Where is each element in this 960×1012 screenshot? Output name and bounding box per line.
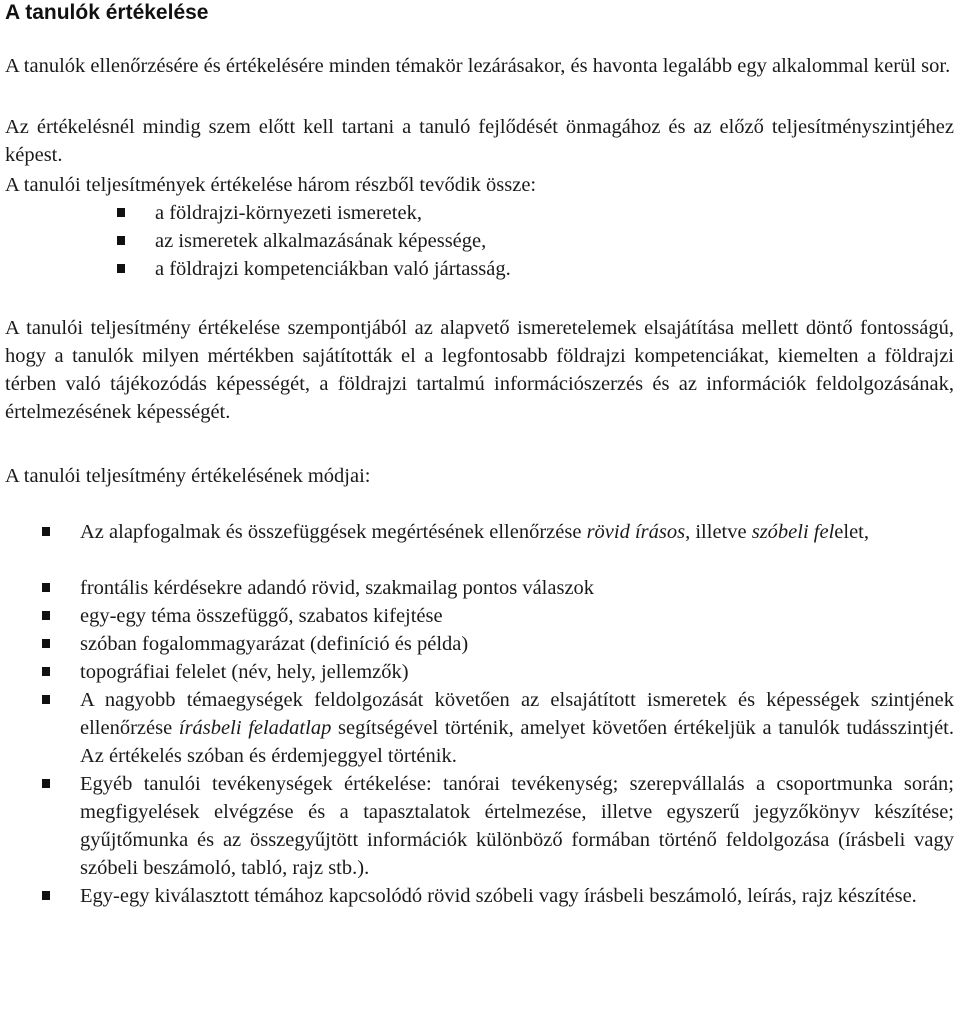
- square-bullet-icon: [42, 527, 50, 536]
- paragraph-competencies: A tanulói teljesítmény értékelése szempontjából az alapvető ismeretelemek elsajátítása mellett döntő fontosságú, hogy a tanulók milyen mértékben sajátították el a legfontosabb földrajzi kompetenciákat, kiemelten a földrajzi térben való tájékozódás képességét, a földrajzi tartalmú információszerzés és az információk feldolgozásának, értelmezésének képességét.: [5, 317, 954, 423]
- page-title: A tanulók értékelése: [5, 1, 209, 24]
- list-item: szóban fogalommagyarázat (definíció és példa): [5, 630, 954, 658]
- square-bullet-icon: [117, 236, 125, 245]
- paragraph-frequency: A tanulók ellenőrzésére és értékelésére minden témakör lezárásakor, és havonta legalább egy alkalommal kerül sor.: [5, 55, 951, 77]
- list-item: egy-egy téma összefüggő, szabatos kifejtése: [5, 602, 954, 630]
- list-item: a földrajzi kompetenciákban való jártasság.: [5, 255, 511, 283]
- square-bullet-icon: [42, 667, 50, 676]
- paragraph-methods-intro: A tanulói teljesítmény értékelésének módjai:: [5, 465, 371, 487]
- square-bullet-icon: [42, 611, 50, 620]
- list-item: frontális kérdésekre adandó rövid, szakmailag pontos válaszok: [5, 574, 954, 602]
- methods-list: [5, 518, 954, 910]
- list-item: topográfiai felelet (név, hely, jellemzők): [5, 658, 954, 686]
- square-bullet-icon: [42, 891, 50, 900]
- square-bullet-icon: [42, 695, 50, 704]
- paragraph-development: Az értékelésnél mindig szem előtt kell tartani a tanuló fejlődését önmagához és az előző teljesítményszintjéhez képest.: [5, 116, 954, 166]
- list-item: Egyéb tanulói tevékenységek értékelése: tanórai tevékenység; szerepvállalás a csoportmunka során; megfigyelések elvégzése és a tapasztalatok értelmezése, illetve egyszerű jegyzőkönyv készítése; gyűjtőmunka és az összegyűjtött információk különböző formában történő feldolgozása (írásbeli vagy szóbeli beszámoló, tabló, rajz stb.).: [5, 770, 954, 882]
- list-item: az ismeretek alkalmazásának képessége,: [5, 227, 511, 255]
- square-bullet-icon: [42, 583, 50, 592]
- paragraph-components-intro: A tanulói teljesítmények értékelése három részből tevődik össze:: [5, 174, 537, 196]
- square-bullet-icon: [117, 264, 125, 273]
- square-bullet-icon: [117, 208, 125, 217]
- components-list: [5, 199, 511, 283]
- square-bullet-icon: [42, 779, 50, 788]
- square-bullet-icon: [42, 639, 50, 648]
- list-item: A nagyobb témaegységek feldolgozását követően az elsajátított ismeretek és képességek szintjének ellenőrzése írásbeli feladatlap segítségével történik, amelyet követően értékeljük a tanulók tudásszintjét. Az értékelés szóban és érdemjeggyel történik.: [5, 686, 954, 770]
- list-item: Egy-egy kiválasztott témához kapcsolódó rövid szóbeli vagy írásbeli beszámoló, leírás, rajz készítése.: [5, 882, 954, 910]
- list-item: a földrajzi-környezeti ismeretek,: [5, 199, 511, 227]
- list-item: Az alapfogalmak és összefüggések megértésének ellenőrzése rövid írásos, illetve szóbeli felelet,: [5, 518, 954, 574]
